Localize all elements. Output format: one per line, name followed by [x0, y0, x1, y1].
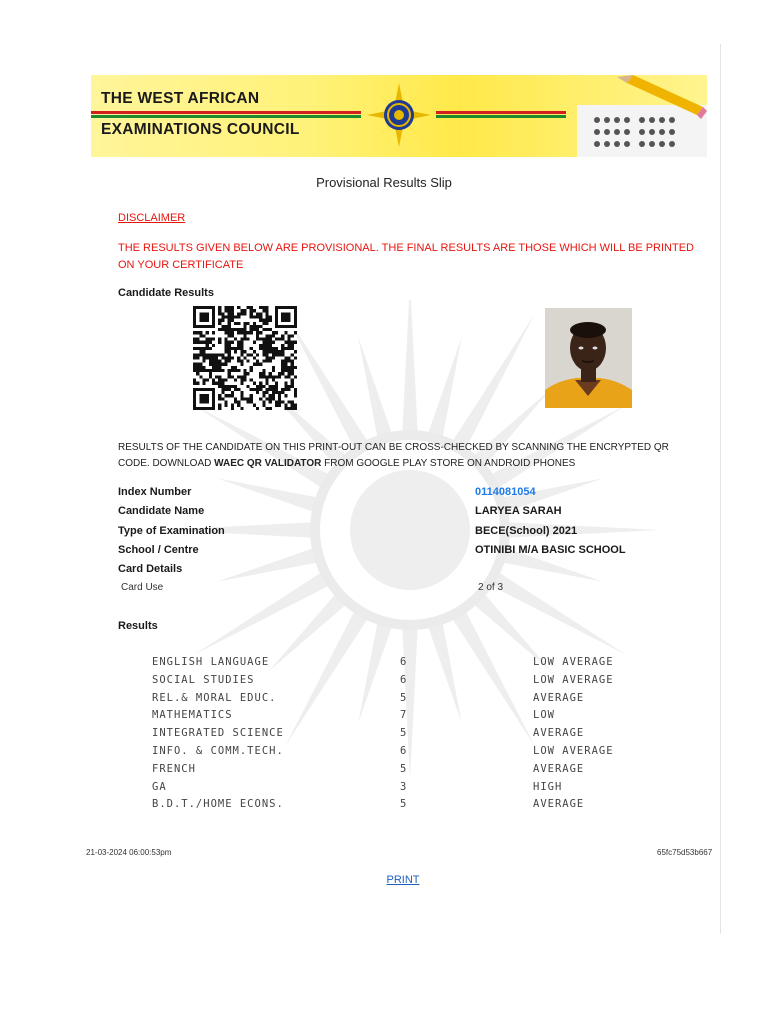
- qr-scan-notice-text: RESULTS OF THE CANDIDATE ON THIS PRINT-OUT CAN BE CROSS-CHECKED BY SCANNING THE ENCRYPTED QR CODE. DOWNLOAD: [118, 442, 669, 469]
- print-link[interactable]: PRINT: [386, 874, 420, 886]
- banner-red-stripe-right: [436, 111, 566, 114]
- grade-cell: 6: [400, 673, 408, 686]
- subject-cell: REL.& MORAL EDUC.: [152, 691, 277, 704]
- qr-scan-notice: [118, 440, 703, 472]
- school-centre-label: School / Centre: [118, 544, 199, 556]
- banner-green-stripe: [91, 115, 361, 118]
- school-centre-value: OTINIBI M/A BASIC SCHOOL: [475, 544, 626, 556]
- table-row: [0, 674, 768, 691]
- waec-seal-icon: [367, 83, 431, 147]
- exam-type-value: BECE(School) 2021: [475, 525, 578, 537]
- candidate-photo: [545, 308, 632, 408]
- disclaimer-label: DISCLAIMER: [118, 212, 186, 224]
- banner-title-line1: THE WEST AFRICAN: [101, 90, 260, 107]
- remark-cell: LOW AVERAGE: [533, 673, 614, 686]
- print-timestamp: 21-03-2024 06:00:53pm: [86, 848, 172, 857]
- table-row: [0, 692, 768, 709]
- exam-type-label: Type of Examination: [118, 525, 225, 537]
- subject-cell: GA: [152, 780, 167, 793]
- remark-cell: AVERAGE: [533, 691, 585, 704]
- index-number-label: Index Number: [118, 486, 192, 498]
- remark-cell: LOW: [533, 709, 555, 722]
- grade-cell: 6: [400, 656, 408, 668]
- subject-cell: MATHEMATICS: [152, 709, 233, 722]
- subject-cell: INTEGRATED SCIENCE: [152, 727, 284, 740]
- table-row: [0, 709, 768, 726]
- subject-cell: FRENCH: [152, 762, 196, 775]
- grade-cell: 5: [400, 691, 408, 704]
- qr-scan-notice-text-end: FROM GOOGLE PLAY STORE ON ANDROID PHONES: [321, 458, 576, 469]
- grade-cell: 5: [400, 727, 408, 740]
- answer-sheet-pencil-icon: [557, 75, 707, 157]
- remark-cell: LOW AVERAGE: [533, 656, 614, 668]
- card-use-label: Card Use: [121, 582, 164, 593]
- grade-cell: 5: [400, 762, 408, 775]
- remark-cell: HIGH: [533, 780, 563, 793]
- remark-cell: AVERAGE: [533, 798, 585, 811]
- grade-cell: 5: [400, 798, 408, 811]
- index-number-value: 0114081054: [475, 486, 536, 498]
- results-label: Results: [118, 620, 158, 632]
- table-row: [0, 763, 768, 780]
- table-row: [0, 798, 768, 815]
- banner-red-stripe: [91, 111, 361, 114]
- banner-title-line2: EXAMINATIONS COUNCIL: [101, 121, 300, 138]
- candidate-name-label: Candidate Name: [118, 505, 205, 517]
- page-title: Provisional Results Slip: [316, 175, 452, 190]
- subject-cell: INFO. & COMM.TECH.: [152, 745, 284, 757]
- subject-cell: ENGLISH LANGUAGE: [152, 656, 270, 668]
- table-row: [0, 656, 768, 673]
- disclaimer-text: THE RESULTS GIVEN BELOW ARE PROVISIONAL. THE FINAL RESULTS ARE THOSE WHICH WILL BE PRINTED ON YOUR CERTIFICATE: [118, 242, 694, 271]
- grade-cell: 3: [400, 780, 408, 793]
- remark-cell: AVERAGE: [533, 727, 585, 740]
- grade-cell: 7: [400, 709, 408, 722]
- subject-cell: B.D.T./HOME ECONS.: [152, 798, 284, 811]
- remark-cell: AVERAGE: [533, 762, 585, 775]
- grade-cell: 6: [400, 745, 408, 757]
- card-use-value: 2 of 3: [478, 582, 504, 593]
- qr-validator-name: WAEC QR VALIDATOR: [214, 458, 322, 469]
- banner-green-stripe-right: [436, 115, 566, 118]
- qr-code-icon: [190, 306, 300, 410]
- waec-banner: [91, 75, 707, 157]
- table-row: [0, 745, 768, 762]
- card-details-label: Card Details: [118, 563, 183, 575]
- candidate-name-value: LARYEA SARAH: [475, 505, 562, 517]
- table-row: [0, 727, 768, 744]
- document-code: 65fc75d53b667: [657, 848, 713, 857]
- candidate-results-label: Candidate Results: [118, 287, 214, 299]
- remark-cell: LOW AVERAGE: [533, 745, 614, 757]
- subject-cell: SOCIAL STUDIES: [152, 673, 255, 686]
- table-row: [0, 781, 768, 798]
